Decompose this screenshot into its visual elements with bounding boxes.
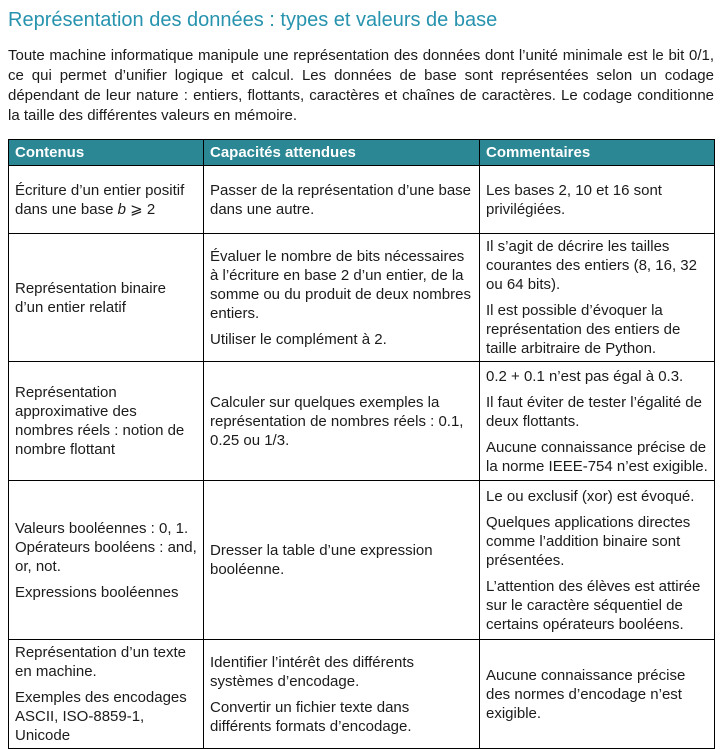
column-header-commentaires: Commentaires — [480, 140, 715, 166]
cell-contenus — [9, 166, 204, 234]
cell-paragraph: Il faut éviter de tester l’égalité de deux flottants. — [486, 393, 702, 430]
cell-text: ⩾ 2 — [125, 200, 156, 218]
cell-paragraph: Quelques applications directes comme l’addition binaire sont présentées. — [486, 513, 691, 569]
page-title: Représentation des données : types et valeurs de base — [8, 9, 498, 31]
cell-contenus — [9, 234, 204, 362]
cell-capacites — [204, 481, 480, 640]
cell-capacites — [204, 166, 480, 234]
cell-paragraph: Convertir un fichier texte dans différents formats d’encodage. — [210, 698, 412, 735]
cell-paragraph: Évaluer le nombre de bits nécessaires à l’écriture en base 2 d’un entier, de la somme ou du produit de deux nombres entiers. — [210, 247, 471, 322]
table-row — [9, 481, 715, 640]
table-row — [9, 166, 715, 234]
cell-commentaires — [480, 166, 715, 234]
table-row — [9, 640, 715, 749]
cell-commentaires — [480, 234, 715, 362]
cell-paragraph: Il est possible d’évoquer la représentation des entiers de taille arbitraire de Python. — [486, 302, 681, 357]
table-row — [9, 362, 715, 481]
cell-paragraph: Représentation d’un texte en machine. — [15, 644, 186, 680]
cell-paragraph: Exemples des encodages ASCII, ISO-8859-1, Unicode — [15, 689, 187, 744]
cell-paragraph: Calculer sur quelques exemples la représentation de nombres réels : 0.1, 0.25 ou 1/3. — [210, 393, 464, 449]
cell-paragraph: Il s’agit de décrire les tailles courantes des entiers (8, 16, 32 ou 64 bits). — [486, 238, 697, 293]
column-header-contenus: Contenus — [9, 140, 204, 166]
cell-paragraph: Utiliser le complément à 2. — [210, 330, 387, 348]
cell-capacites — [204, 234, 480, 362]
cell-paragraph: Représentation binaire d’un entier relatif — [15, 279, 166, 316]
cell-capacites — [204, 362, 480, 481]
cell-paragraph: Passer de la représentation d’une base dans une autre. — [210, 181, 472, 218]
intro-paragraph: Toute machine informatique manipule une représentation des données dont l’unité minimale est le bit 0/1, ce qui permet d’unifier logique et calcul. Les données de base sont représentées selon un codage dépendant de leur nature : entiers, flottants, caractères et chaînes de caractères. Le codage conditionne la taille des différentes valeurs en mémoire. — [8, 47, 714, 124]
math-variable: b — [117, 200, 126, 218]
cell-paragraph: Dresser la table d’une expression booléenne. — [210, 542, 433, 578]
table-row — [9, 234, 715, 362]
cell-paragraph: Le ou exclusif (xor) est évoqué. — [486, 487, 695, 505]
cell-commentaires — [480, 640, 715, 749]
column-header-capacites: Capacités attendues — [204, 140, 480, 166]
cell-paragraph: Aucune connaissance précise de la norme IEEE-754 n’est exigible. — [486, 438, 708, 475]
cell-paragraph: Identifier l’intérêt des différents systèmes d’encodage. — [210, 653, 415, 690]
cell-paragraph — [15, 181, 197, 219]
cell-commentaires — [480, 481, 715, 640]
cell-text: Écriture d’un entier positif dans une base — [15, 181, 185, 218]
cell-commentaires — [480, 362, 715, 481]
cell-contenus — [9, 481, 204, 640]
cell-paragraph: Les bases 2, 10 et 16 sont privilégiées. — [486, 181, 662, 218]
cell-paragraph: 0.2 + 0.1 n’est pas égal à 0.3. — [486, 367, 684, 385]
cell-paragraph: Expressions booléennes — [15, 583, 179, 601]
cell-contenus — [9, 640, 204, 749]
cell-paragraph: L’attention des élèves est attirée sur le caractère séquentiel de certains opérateurs booléens. — [486, 577, 701, 633]
table-header-row — [9, 140, 715, 166]
cell-paragraph: Représentation approximative des nombres réels : notion de nombre flottant — [15, 384, 185, 458]
program-table — [8, 139, 715, 749]
cell-contenus — [9, 362, 204, 481]
cell-capacites — [204, 640, 480, 749]
cell-paragraph: Aucune connaissance précise des normes d’encodage n’est exigible. — [486, 666, 686, 722]
cell-paragraph: Valeurs booléennes : 0, 1. Opérateurs booléens : and, or, not. — [15, 519, 197, 575]
